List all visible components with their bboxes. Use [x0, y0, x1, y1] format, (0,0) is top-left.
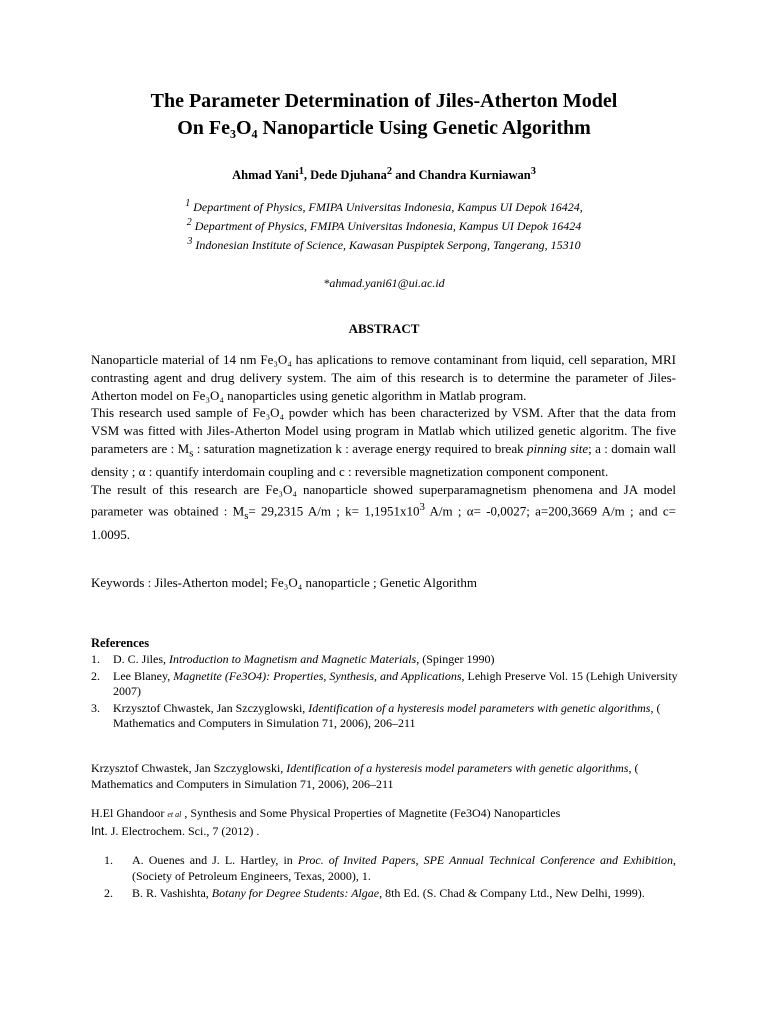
text-run: , Lehigh Preserve Vol. 15 (Lehigh University 2007) — [113, 668, 678, 698]
reference-item — [104, 885, 676, 901]
reference-item — [91, 701, 681, 732]
text-run: : saturation magnetization k : average energy required to break — [193, 440, 527, 456]
affil-text: Department of Physics, FMIPA Universitas Indonesia, Kampus UI Depok 16424 — [191, 219, 582, 233]
author-separator: , — [303, 168, 311, 183]
author-name: Ahmad Yani — [232, 168, 299, 183]
reference-paragraph — [91, 805, 671, 839]
affil-text: Indonesian Institute of Science, Kawasan Puspiptek Serpong, Tangerang, 15310 — [192, 238, 581, 252]
affiliation-line — [0, 196, 768, 215]
text-run: = 29,2315 A/m ; k= 1,1951x10 — [248, 503, 420, 519]
text-run: Krzysztof Chwastek, Jan Szczyglowski, — [91, 761, 287, 775]
italic-run: Proc. of Invited Papers, SPE Annual Technical Conference and Exhibition — [297, 853, 673, 867]
reference-item — [91, 652, 681, 668]
journal-abbrev: Int. — [91, 824, 108, 838]
affiliation-line — [0, 234, 768, 253]
abstract-paragraph-1: Nanoparticle material of 14 nm Fe₃O₄ has aplications to remove contaminant from liquid, cell separation, MRI contrasting agent and drug delivery system. The aim of this research is to determine the parameter of Jiles-Atherton model on Fe₃O₄ nanoparticles using genetic algorithm in Matlab program. — [91, 352, 676, 403]
text-run: H.El Ghandoor — [91, 806, 168, 820]
affiliation-line — [0, 215, 768, 234]
italic-run: Magnetite (Fe3O4): Properties, Synthesis, and Applications — [173, 668, 462, 683]
italic-run: Botany for Degree Students: Algae — [211, 886, 380, 900]
abstract-paragraph-2 — [91, 404, 676, 481]
author-name: Chandra Kurniawan — [418, 168, 531, 183]
affil-mark: 3 — [187, 236, 193, 247]
references-heading: References — [91, 636, 150, 650]
reference-item — [91, 669, 681, 700]
text-run: , ( Mathematics and Computers in Simulation 71, 2006), 206–211 — [113, 700, 661, 730]
author-affil-mark: 1 — [298, 166, 304, 177]
abstract-body — [91, 351, 676, 543]
affil-text: Department of Physics, FMIPA Universitas Indonesia, Kampus UI Depok 16424, — [190, 200, 583, 214]
author-separator: and — [392, 168, 419, 183]
italic-run: pinning site — [526, 440, 589, 456]
reference-paragraph — [91, 760, 671, 792]
author-affil-mark: 3 — [530, 166, 536, 177]
et-al: et al — [167, 810, 182, 819]
reference-list-1 — [91, 652, 681, 733]
subscript: s — [189, 447, 194, 460]
reference-list-2 — [104, 852, 676, 902]
text-run: , (Society of Petroleum Engineers, Texas, 2000), 1. — [132, 853, 676, 883]
superscript: 3 — [419, 500, 425, 513]
text-run: , ( Mathematics and Computers in Simulation 71, 2006), 206–211 — [91, 761, 639, 791]
author-affil-mark: 2 — [386, 166, 393, 177]
title-line-2: On Fe₃O₄ Nanoparticle Using Genetic Algorithm — [177, 117, 591, 139]
paper-title — [0, 88, 768, 142]
text-run: D. C. Jiles, — [113, 652, 170, 666]
author-list — [0, 166, 768, 183]
text-run: Lee Blaney, — [113, 668, 174, 683]
keywords: Keywords : Jiles-Atherton model; Fe₃O₄ nanoparticle ; Genetic Algorithm — [91, 575, 477, 590]
text-run: Krzysztof Chwastek, Jan Szczyglowski, — [113, 700, 309, 715]
italic-run: Introduction to Magnetism and Magnetic Materials — [169, 652, 417, 666]
text-run: , (Spinger 1990) — [416, 652, 495, 666]
affiliations — [0, 196, 768, 253]
affil-mark: 1 — [185, 198, 191, 209]
italic-run: Identification of a hysteresis model parameters with genetic algorithms — [308, 700, 651, 715]
title-line-1: The Parameter Determination of Jiles-Atherton Model — [150, 90, 618, 112]
reference-number: 1. — [91, 652, 100, 666]
author-name: Dede Djuhana — [310, 168, 387, 183]
italic-run: Identification of a hysteresis model parameters with genetic algorithms — [286, 761, 629, 775]
subscript: s — [244, 509, 249, 522]
text-run: J. Electrochem. Sci., 7 (2012) . — [107, 824, 260, 838]
text-run: B. R. Vashishta, — [132, 886, 212, 900]
abstract-paragraph-3 — [91, 481, 676, 543]
corresponding-email: *ahmad.yani61@ui.ac.id — [323, 276, 445, 290]
text-run: The result of this research are Fe₃O₄ nanoparticle showed superparamagnetism phenomena and JA model parameter was obtained : M — [91, 482, 676, 519]
text-run: This research used sample of Fe₃O₄ powder which has been characterized by VSM. After that the data from VSM was fitted with Jiles-Atherton Model using program in Matlab which utilized genetic algoritm. The five parameters are : M — [91, 405, 676, 456]
reference-number: 2. — [104, 886, 113, 900]
reference-number: 1. — [104, 853, 113, 867]
abstract-heading: ABSTRACT — [348, 321, 420, 336]
reference-number: 2. — [91, 668, 100, 683]
text-run: ; a : domain wall density ; α : quantify interdomain coupling and c : reversible magnetization component component. — [91, 440, 677, 480]
text-run: , Synthesis and Some Physical Properties of Magnetite (Fe3O4) Nanoparticles — [181, 806, 561, 820]
reference-item — [104, 852, 676, 884]
text-run: A/m ; α= -0,0027; a=200,3669 A/m ; and c= 1.0095. — [91, 503, 676, 542]
text-run: , 8th Ed. (S. Chad & Company Ltd., New Delhi, 1999). — [379, 886, 645, 900]
affil-mark: 2 — [186, 217, 192, 228]
reference-number: 3. — [91, 700, 100, 715]
text-run: A. Ouenes and J. L. Hartley, in — [132, 853, 298, 867]
